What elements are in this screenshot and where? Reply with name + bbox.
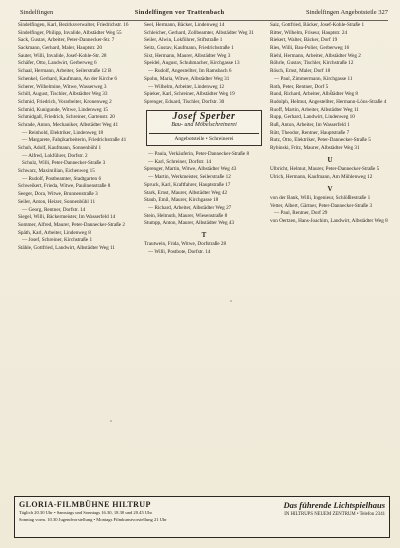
directory-entry: Rutz, Otto, Elektriker, Peter-Dannecker-Straße 5 <box>270 137 371 144</box>
directory-entry: Röhrle, Gustav, Tischler, Kirchstraße 12 <box>270 60 354 67</box>
directory-entry: Riekert, Walter, Bäcker, Dorf 19 <box>270 37 338 44</box>
directory-entry: — Karl, Schreiner, Dorfstr. 14 <box>148 158 212 165</box>
section-letter: U <box>327 155 333 164</box>
directory-entry: Sindelfinger, Philipp, Invalide, Albstädter Weg 55 <box>18 29 122 36</box>
directory-entry: Schulz, Willi, Peter-Dannecker-Straße 3 <box>22 160 106 167</box>
directory-entry: Schaal, Hermann, Arbeiter, Seilerstraße 12 B <box>18 68 112 75</box>
directory-entry: Seeger, Dora, Witwe, Brunnenstraße 3 <box>18 191 98 198</box>
directory-entry: Schrade, Anton, Mechaniker, Albstädter Weg 41 <box>18 121 119 128</box>
directory-entry: — Rudolf, Angestellter, Im Ramsbach 6 <box>148 68 232 75</box>
directory-entry: — Josef, Schreiner, Kirchstraße 1 <box>22 237 93 244</box>
column-2 <box>144 22 264 490</box>
directory-entry: — Richard, Arbeiter, Albstädter Weg 27 <box>148 204 232 211</box>
directory-entry: von Oertzen, Hans-Joachim, Landwirt, Albstädter Weg 8 <box>270 218 388 225</box>
directory-entry: Rupp, Gerhard, Landwirt, Lindenweg 10 <box>270 114 355 121</box>
directory-entry: — Paul, Zimmermann, Kirchgasse 11 <box>274 75 353 82</box>
directory-entry: Stumpp, Anton, Maurer, Albstädter Weg 43 <box>144 220 235 227</box>
directory-entry: — Margarete, Fabrikarbeiterin, Friedrichstraße 41 <box>22 137 127 144</box>
directory-entry: Ulrich, Hermann, Kaufmann, Am Mühlenweg 12 <box>270 173 373 180</box>
directory-entry: Sixt, Hermann, Maurer, Albstädter Weg 3 <box>144 52 231 59</box>
directory-entry: Schmidgall, Friedrich, Schreiner, Gartenstr. 20 <box>18 114 115 121</box>
ad-company-name: Josef Sperber <box>172 110 236 122</box>
directory-entry: Seitz, Gustav, Kaufmann, Friedrichstraße 1 <box>144 45 234 52</box>
directory-entry: — Paul, Rentner, Dorf 29 <box>274 210 328 217</box>
directory-entry: Trautwein, Frida, Witwe, Dorfstraße 28 <box>144 241 227 248</box>
directory-entry: Schenkel, Gerhard, Kaufmann, An der Kirche 6 <box>18 75 117 82</box>
directory-entry: — Georg, Rentner, Dorfstr. 14 <box>22 206 86 213</box>
directory-entry: Spieker, Karl, Schreiner, Albstädter Weg 19 <box>144 91 235 98</box>
header-left: Sindelfingen <box>20 8 54 16</box>
column-1 <box>18 22 138 490</box>
directory-entry: Sprenger, Eduard, Tischler, Dorfstr. 30 <box>144 98 225 105</box>
directory-entry: Schäfer, Otto, Landwirt, Gerberweg 6 <box>18 60 97 67</box>
directory-entry: — Wilhelm, Arbeiter, Lindenweg 12 <box>148 83 225 90</box>
cinema-ad-right <box>202 500 385 517</box>
directory-entry: Roth, Peter, Rentner, Dorf 5 <box>270 83 329 90</box>
ad-services: Angebotsteile • Schreinerei <box>149 133 259 143</box>
cinema-special: Sonntag vorm. 10.30 Jugendvorstellung • Montags Filmkunstvorstellung 21 Uhr <box>19 516 167 522</box>
directory-entry: Ulbricht, Helmut, Maurer, Peter-Dannecker-Straße 5 <box>270 166 380 173</box>
directory-entry: Riehl, Hermann, Arbeiter, Albstädter Weg 2 <box>270 52 361 59</box>
directory-entry: — Reinhold, Elektriker, Lindenweg 18 <box>22 129 104 136</box>
directory-entry: Ruoff, Martin, Arbeiter, Albstädter Weg 11 <box>270 106 359 113</box>
directory-entry: Sprenger, Martin, Witwe, Albstädter Weg 43 <box>144 166 237 173</box>
directory-entry: Speidel, August, Schuhmacher, Kirchgasse 13 <box>144 60 240 67</box>
directory-entry: Sauter, Willi, Invalide, Josef-Kohle-Str. 28 <box>18 52 107 59</box>
directory-entry: Rösch, Ernst, Maler, Dorf 18 <box>270 68 331 75</box>
directory-entry: Saiz, Gottfried, Bäcker, Josef-Kohle-Straße 1 <box>270 22 365 28</box>
directory-entry: Rudolph, Helmut, Angestellter, Hermann-Löns-Straße 4 <box>270 98 387 105</box>
directory-entry: Stein, Helmuth, Maurer, Wiesenstraße 8 <box>144 212 228 219</box>
directory-entry: Schwarz, Maximilian, Eichenweg 15 <box>18 168 95 175</box>
directory-entry: — Alfred, Lokführer, Dorfstr. 2 <box>22 152 88 159</box>
directory-entry: Vetter, Albert, Gärtner, Peter-Dannecker-Straße 3 <box>270 202 373 209</box>
directory-entry: Schleicher, Gerhard, Zollbeamter, Albstädter Weg 31 <box>144 29 254 36</box>
cinema-location: IN HILTRUPS NEUEM ZENTRUM • Telefon 2341 <box>284 512 385 517</box>
directory-entry: Siegel, Willi, Bäckermeister, Im Wasserfeld 14 <box>18 214 116 221</box>
directory-entry: Seiler, Alwin, Lokführer, Stiftstraße 1 <box>144 37 223 44</box>
cinema-name: GLORIA-FILMBÜHNE HILTRUP <box>19 500 151 509</box>
directory-entry: Rund, Richard, Arbeiter, Albstädter Weg 8 <box>270 91 359 98</box>
directory-entry: Sackmann, Gerhard, Maler, Hauptstr. 20 <box>18 45 102 52</box>
directory-entry: von der Bank, Willi, Ingenieur, Schlößlestraße 1 <box>270 195 371 202</box>
directory-entry: Ruß, Anton, Arbeiter, Im Wasserfeld 1 <box>270 121 350 128</box>
directory-entry: Seel, Hermann, Bäcker, Lindenweg 14 <box>144 22 225 28</box>
directory-entry: Schmid, Friedrich, Vorarbeiter, Kronenweg 2 <box>18 98 112 105</box>
directory-entry: — Willi, Postbote, Dorfstr. 14 <box>148 249 211 256</box>
directory-entry: Sack, Gustav, Arbeiter, Peter-Dannecker-Str. 7 <box>18 37 115 44</box>
column-3 <box>270 22 390 490</box>
directory-entry: Ritter, Wilhelm, Friseur, Hauptstr. 24 <box>270 29 348 36</box>
directory-entry: Seiler, Anton, Heizer, Sonnenbühl 11 <box>18 198 96 205</box>
cinema-ad-left <box>19 500 202 522</box>
directory-entry: Schill, August, Tischler, Albstädter Weg 33 <box>18 91 108 98</box>
directory-entry: — Paula, Verkäuferin, Peter-Dannecker-Straße 8 <box>148 151 250 158</box>
directory-entry: — Rudolf, Postbeamter, Stadtgarten 6 <box>22 175 102 182</box>
directory-entry: — Martin, Werkmeister, Seilerstraße 12 <box>148 174 231 181</box>
header-right: Sindelfingen Angebotsteile 327 <box>306 8 388 16</box>
advertisement-box <box>146 110 262 147</box>
entry-columns <box>18 22 390 490</box>
section-letter: T <box>201 230 207 239</box>
directory-entry: Staub, Emil, Maurer, Kirchgasse 18 <box>144 197 219 204</box>
directory-entry: Scherer, Wilhelmine, Witwe, Wasserweg 3 <box>18 83 107 90</box>
directory-entry: Stark, Ernst, Maurer, Albstädter Weg 42 <box>144 189 228 196</box>
directory-entry: Spohn, Maria, Witwe, Albstädter Weg 31 <box>144 75 230 82</box>
ad-trade: Bau- und Möbelschreinerei <box>171 122 237 129</box>
directory-entry: Rybinski, Fritz, Maurer, Albstädter Weg 31 <box>270 145 360 151</box>
directory-entry: Ries, Willi, Bau-Polier, Gerberweg 16 <box>270 45 350 52</box>
cinema-schedule: Täglich 20.30 Uhr • Samstags und Sonntags 16.30, 18.30 und 20.45 Uhr <box>19 510 153 515</box>
directory-entry: Späth, Karl, Arbeiter, Lindenweg 8 <box>18 229 91 236</box>
cinema-slogan: Das führende Lichtspielhaus <box>283 500 385 510</box>
cinema-advertisement <box>14 496 390 538</box>
directory-entry: Sindelfingen, Karl, Bezirksverwalter, Friedrichstr. 16 <box>18 22 129 28</box>
page-header <box>20 6 388 21</box>
directory-entry: Schmid, Kunigunde, Witwe, Lindenweg 15 <box>18 106 109 113</box>
directory-entry: Spruck, Karl, Kraftfahrer, Hauptstraße 17 <box>144 181 231 188</box>
directory-entry: Schuh, Adolf, Kaufmann, Sonnenbühl 1 <box>18 145 102 151</box>
header-center: Sindelfingen vor Trattenbach <box>134 8 225 16</box>
directory-entry: Rütt, Theodor, Rentner, Hauptstraße 7 <box>270 129 350 136</box>
directory-entry: Schweikert, Frieda, Witwe, Paulinenstraße 8 <box>18 183 111 190</box>
directory-entry: Stähle, Gottfried, Landwirt, Albstädter Weg 11 <box>18 244 115 251</box>
section-letter: V <box>327 184 333 193</box>
directory-entry: Sommer, Alfred, Maurer, Peter-Dannecker-Straße 2 <box>18 221 125 228</box>
